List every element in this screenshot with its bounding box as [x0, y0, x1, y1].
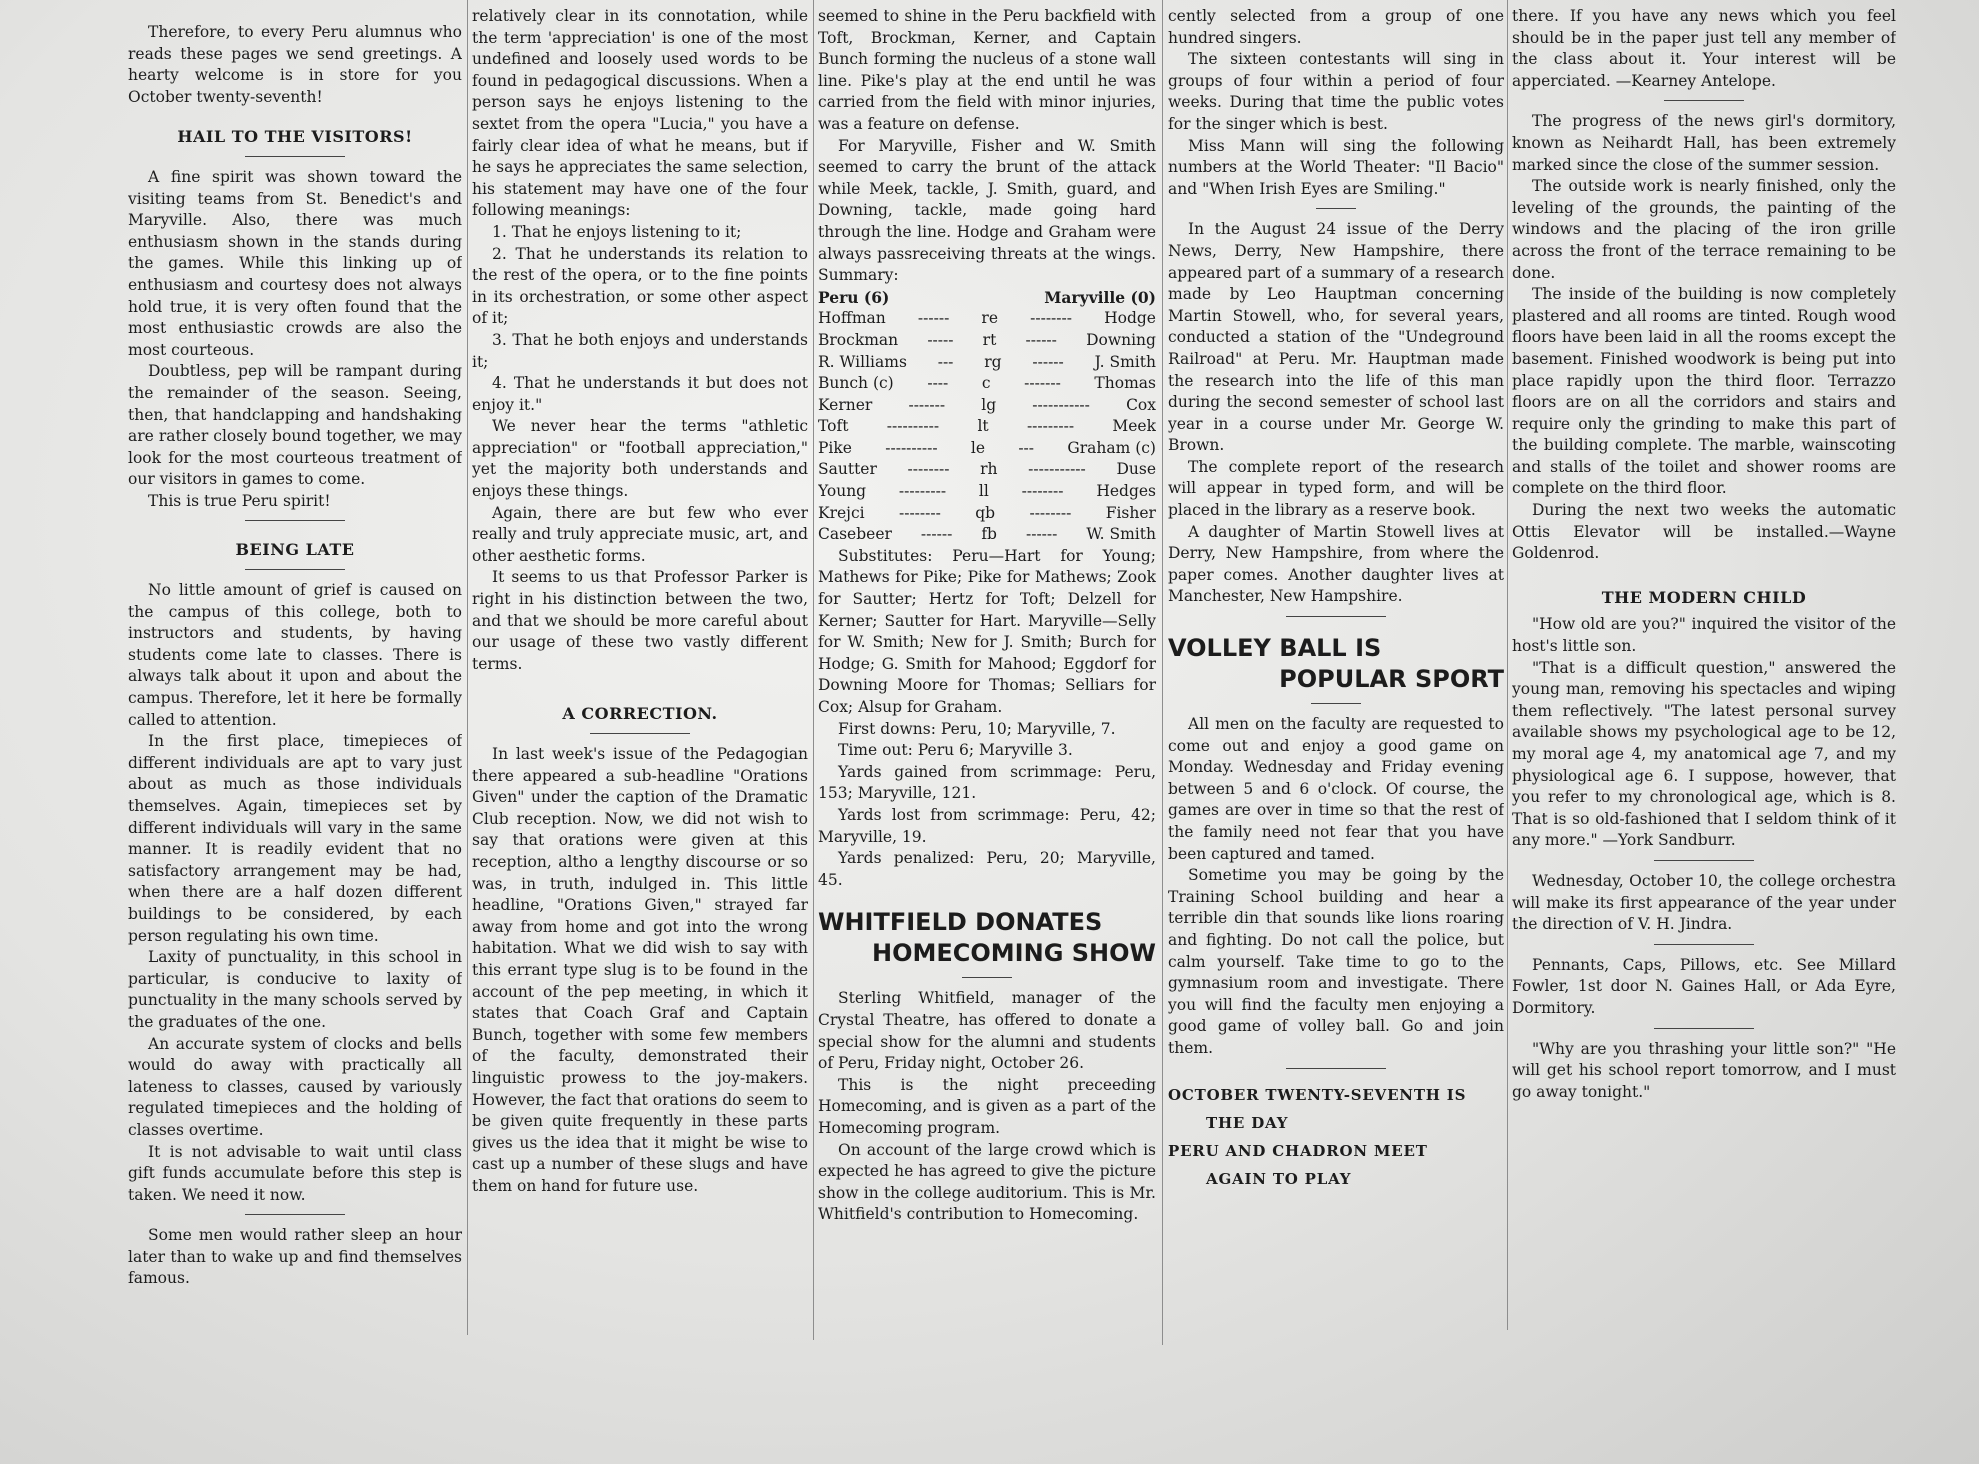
lineup-rows: [818, 308, 1156, 546]
paragraph: The progress of the news girl's dormitory, known as Neihardt Hall, has been extremely marked since the close of the summer session.: [1512, 112, 1896, 174]
leader-dashes: -----------: [1032, 395, 1090, 414]
divider: [245, 520, 345, 521]
peru-player: Pike: [818, 438, 852, 457]
paragraph: cently selected from a group of one hundred singers.: [1168, 7, 1504, 47]
headline-volley-ball: [1168, 633, 1504, 695]
paragraph: The sixteen contestants will sing in groups of four within a period of four weeks. During that time the public votes for the singer which is best.: [1168, 50, 1504, 133]
table-header: [818, 287, 1156, 309]
leader-dashes: ------: [1025, 525, 1058, 544]
list-item: 2. That he understands its relation to the rest of the opera, or to the fine points in its orchestration, or some other aspect of it;: [472, 244, 808, 328]
headline-hail-to-the-visitors: HAIL TO THE VISITORS!: [177, 127, 413, 147]
leader-dashes: ------: [1025, 330, 1057, 349]
peru-player: Kerner: [818, 395, 873, 414]
position: rt: [982, 330, 997, 349]
leader-dashes: ----------: [886, 417, 940, 436]
headline-being-late: BEING LATE: [235, 540, 355, 560]
paragraph: For Maryville, Fisher and W. Smith seemed to carry the brunt of the attack while Meek, tackle, J. Smith, guard, and Downing, tackle, made going hard through the line. Hodge and Graham were always passreceiving threats at the wings. Summary:: [818, 136, 1156, 285]
leader-dashes: ---: [1018, 438, 1035, 457]
leader-dashes: ------: [1032, 352, 1064, 371]
divider: [1286, 616, 1386, 617]
paragraph: An accurate system of clocks and bells would do away with practically all lateness to classes, caused by variously regulated timepieces and the holding of classes overtime.: [128, 1034, 462, 1139]
maryville-player: J. Smith: [1094, 352, 1156, 371]
paragraph: there. If you have any news which you feel should be in the paper just tell any member of the class about it. Your interest will be apperciated. —Kearney Antelope.: [1512, 7, 1896, 90]
paragraph: "How old are you?" inquired the visitor of the host's little son.: [1512, 615, 1896, 656]
peru-player: Young: [818, 482, 867, 501]
maryville-player: Downing: [1086, 330, 1156, 349]
paragraph: Sterling Whitfield, manager of the Crystal Theatre, has offered to donate a special show for the alumni and students of Peru, Friday night, October 26.: [818, 989, 1156, 1073]
divider: [1316, 208, 1356, 209]
maryville-player: Graham (c): [1067, 438, 1156, 457]
position: lt: [977, 417, 989, 436]
position: le: [970, 438, 986, 457]
list-item: 1. That he enjoys listening to it;: [492, 222, 742, 241]
paragraph: Substitutes: Peru—Hart for Young; Mathews for Pike; Pike for Mathews; Zook for Sautter; Hertz for Toft; Delzell for Kerner; Sautter for Hart. Maryville—Selly for W. Smith; New for J. Smith; Burch for Hodge; G. Smith for Mahood; Eggdorf for Downing Moore for Thomas; Selliars for Cox; Alsup for Graham.: [818, 546, 1156, 716]
headline-the-modern-child: THE MODERN CHILD: [1601, 587, 1807, 607]
paragraph: No little amount of grief is caused on the campus of this college, both to instructors and students, by having students come late to classes. There is always talk about it upon and about the campus. Therefore, let it here be formally called to attention.: [128, 581, 462, 729]
position: re: [981, 309, 999, 328]
column-rule: [1507, 0, 1508, 1330]
paragraph: A fine spirit was shown toward the visiting teams from St. Benedict's and Maryville. Also, there was much enthusiasm shown in the stands during the games. While this linking up of enthusiasm and courtesy does not always hold true, it is very often found that the most enthusiastic crowds are also the most courteous.: [128, 167, 462, 359]
leader-dashes: -------: [908, 395, 946, 414]
position: ll: [978, 482, 989, 501]
leader-dashes: ----: [927, 374, 949, 393]
list-item: 3. That he both enjoys and understands it;: [472, 330, 808, 371]
paragraph: Miss Mann will sing the following numbers at the World Theater: "Il Bacio" and "When Irish Eyes are Smiling.": [1168, 136, 1504, 198]
leader-dashes: ----------: [885, 438, 938, 457]
table-row: [818, 459, 1156, 481]
leader-dashes: --------: [898, 503, 941, 522]
divider: [1654, 944, 1754, 945]
column-2: [472, 6, 808, 1346]
paragraph: Therefore, to every Peru alumnus who reads these pages we send greetings. A hearty welcome is in store for you October twenty-seventh!: [128, 23, 462, 106]
announcement: [1168, 1081, 1504, 1193]
paragraph: Laxity of punctuality, in this school in particular, is conducive to laxity of punctuality in the many schools served by the graduates of the one.: [128, 948, 462, 1031]
leader-dashes: ------: [920, 525, 953, 544]
leader-dashes: --------: [1021, 482, 1064, 501]
paragraph: The outside work is nearly finished, only the leveling of the grounds, the painting of the windows and the placing of the iron grille across the front of the terrace remaining to be done.: [1512, 177, 1896, 282]
divider: [245, 1214, 345, 1215]
table-row: [818, 330, 1156, 352]
paragraph: All men on the faculty are requested to come out and enjoy a good game on Monday. Wednesday and Friday evening between 5 and 6 o'clock. Of course, the games are over in time so that the rest of the family need not fear that you have been captured and tamed.: [1168, 715, 1504, 863]
paragraph: Some men would rather sleep an hour later than to wake up and find themselves famous.: [128, 1226, 462, 1288]
position: fb: [981, 525, 997, 544]
peru-player: Sautter: [818, 460, 877, 479]
headline-line-1: VOLLEY BALL IS: [1168, 634, 1382, 663]
paragraph: relatively clear in its connotation, while the term 'appreciation' is one of the most undefined and loosely used words to be found in pedagogical discussions. When a person says he enjoys listening to the sextet from the opera "Lucia," you have a fairly clear idea of what he means, but if he says he appreciates the same selection, his statement may have one of the four following meanings:: [472, 7, 808, 220]
announcement-line: THE DAY: [1206, 1113, 1289, 1132]
announcement-line: AGAIN TO PLAY: [1206, 1169, 1352, 1188]
peru-player: Brockman: [818, 330, 899, 349]
divider: [590, 733, 690, 734]
column-rule: [467, 0, 468, 1335]
game-summary-table: [818, 287, 1156, 546]
leader-dashes: -----: [927, 330, 954, 349]
position: qb: [975, 503, 996, 522]
leader-dashes: --------: [907, 460, 950, 479]
divider: [245, 156, 345, 157]
table-row: [818, 481, 1156, 503]
paragraph: "Why are you thrashing your little son?" "He will get his school report tomorrow, and I must go away tonight.": [1512, 1039, 1896, 1101]
leader-dashes: ------: [917, 309, 950, 328]
column-rule: [813, 0, 814, 1340]
table-row: [818, 438, 1156, 460]
position: rg: [984, 352, 1002, 371]
paragraph: On account of the large crowd which is expected he has agreed to give the picture show in the college auditorium. This is Mr. Whitfield's contribution to Homecoming.: [818, 1140, 1156, 1224]
column-5: [1512, 6, 1896, 1356]
position: lg: [981, 395, 997, 414]
paragraph: The inside of the building is now completely plastered and all rooms are tinted. Rough wood floors have been laid in all the rooms except the basement. Finished woodwork is being put into place rapidly upon the third floor. Terrazzo floors are on all the corridors and stairs and require only the grinding to make this part of the building complete. The marble, wainscoting and stalls of the toilet and shower rooms are complete on the third floor.: [1512, 285, 1896, 498]
maryville-player: Hedges: [1096, 482, 1156, 501]
paragraph: It seems to us that Professor Parker is right in his distinction between the two, and that we should be more careful about our usage of these two vastly different terms.: [472, 568, 808, 673]
divider: [1654, 860, 1754, 861]
maryville-player: W. Smith: [1086, 525, 1156, 544]
leader-dashes: -----------: [1028, 460, 1086, 479]
paragraph: Pennants, Caps, Pillows, etc. See Millard Fowler, 1st door N. Gaines Hall, or Ada Eyre, Dormitory.: [1512, 955, 1896, 1017]
paragraph: We never hear the terms "athletic appreciation" or "football appreciation," yet the majority both understands and enjoys these things.: [472, 417, 808, 501]
paragraph: During the next two weeks the automatic Ottis Elevator will be installed.—Wayne Goldenrod.: [1512, 501, 1896, 563]
maryville-player: Hodge: [1104, 309, 1156, 328]
column-4: [1168, 6, 1504, 1346]
paragraph: Yards penalized: Peru, 20; Maryville, 45.: [818, 849, 1156, 889]
position: rh: [980, 460, 998, 479]
paragraph: "That is a difficult question," answered the young man, removing his spectacles and wiping them reflectively. "The latest personal survey available shows my psychological age to be 12, my moral age 4, my anatomical age 7, and my physiological age 6. I suppose, however, that you refer to my chronological age, which is 8. That is so old-fashioned that I seldom think of it any more." —York Sandburr.: [1512, 658, 1896, 850]
maryville-player: Meek: [1112, 417, 1156, 436]
paragraph: Yards gained from scrimmage: Peru, 153; Maryville, 121.: [818, 762, 1156, 803]
maryville-player: Fisher: [1105, 503, 1156, 522]
column-3: [818, 6, 1156, 1346]
announcement-line: OCTOBER TWENTY-SEVENTH IS: [1168, 1085, 1467, 1104]
paragraph: seemed to shine in the Peru backfield with Toft, Brockman, Kerner, and Captain Bunch forming the nucleus of a stone wall line. Pike's play at the end until he was carried from the field with minor injuries, was a feature on defense.: [818, 7, 1156, 133]
leader-dashes: --------: [1030, 309, 1073, 328]
peru-player: Casebeer: [818, 525, 892, 544]
position: c: [981, 374, 991, 393]
maryville-player: Cox: [1126, 395, 1156, 414]
table-row: [818, 416, 1156, 438]
paragraph: In the August 24 issue of the Derry News, Derry, New Hampshire, there appeared part of a summary of a research made by Leo Hauptman concerning Martin Stowell, who, for several years, conducted a station of the "Undeground Railroad" at Peru. Mr. Hauptman made the research into the life of this man during the second semester of school last year in a course under Mr. George W. Brown.: [1168, 220, 1504, 455]
table-row: [818, 395, 1156, 417]
leader-dashes: ---------: [898, 482, 947, 501]
paragraph: First downs: Peru, 10; Maryville, 7.: [838, 719, 1116, 738]
table-row: [818, 503, 1156, 525]
team-maryville: Maryville (0): [1044, 287, 1156, 307]
peru-player: Toft: [818, 417, 849, 436]
peru-player: Bunch (c): [818, 374, 894, 393]
table-row: [818, 308, 1156, 330]
paragraph: Time out: Peru 6; Maryville 3.: [838, 741, 1073, 760]
paragraph: In the first place, timepieces of different individuals are apt to vary just about as much as those individuals themselves. Again, timepieces set by different individuals will vary in the same manner. It is readily evident that no satisfactory arrangement may be had, when there are a half dozen different buildings to be considered, by each person regulating his own time.: [128, 732, 462, 945]
divider: [1664, 100, 1744, 101]
paragraph: Again, there are but few who ever really and truly appreciate music, art, and other aesthetic forms.: [472, 503, 808, 565]
paragraph: It is not advisable to wait until class gift funds accumulate before this step is taken. We need it now.: [128, 1142, 462, 1204]
paragraph: Doubtless, pep will be rampant during the remainder of the season. Seeing, then, that handclapping and handshaking are rather closely bound together, we may look for the most courteous treatment of our visitors in games to come.: [128, 362, 462, 489]
peru-player: Krejci: [818, 503, 865, 522]
paragraph: A daughter of Martin Stowell lives at Derry, New Hampshire, from where the paper comes. Another daughter lives at Manchester, New Hampshire.: [1168, 522, 1504, 606]
headline-line-2: HOMECOMING SHOW: [872, 939, 1156, 968]
divider: [1286, 1068, 1386, 1069]
maryville-player: Thomas: [1094, 374, 1156, 393]
maryville-player: Duse: [1116, 460, 1156, 479]
paragraph: The complete report of the research will appear in typed form, and will be placed in the library as a reserve book.: [1168, 457, 1504, 520]
leader-dashes: ---: [937, 352, 954, 371]
paragraph: Yards lost from scrimmage: Peru, 42; Maryville, 19.: [818, 805, 1156, 846]
leader-dashes: -------: [1024, 374, 1061, 393]
headline-line-1: WHITFIELD DONATES: [818, 908, 1103, 937]
paragraph: Sometime you may be going by the Training School building and hear a terrible din that sounds like lions roaring and fighting. Do not call the police, but calm yourself. Take time to go to the gymnasium room and investigate. There you will find the faculty men enjoying a good game of volley ball. Go and join them.: [1168, 866, 1504, 1057]
headline-whitfield-donates: [818, 907, 1156, 969]
peru-player: R. Williams: [818, 352, 907, 371]
peru-player: Hoffman: [818, 309, 886, 328]
headline-line-2: POPULAR SPORT: [1279, 665, 1504, 694]
column-rule: [1162, 0, 1163, 1345]
list-item: 4. That he understands it but does not enjoy it.": [472, 374, 808, 414]
headline-a-correction: A CORRECTION.: [562, 704, 718, 724]
table-row: [818, 524, 1156, 546]
paragraph: This is true Peru spirit!: [148, 491, 331, 510]
paragraph: Wednesday, October 10, the college orchestra will make its first appearance of the year under the direction of V. H. Jindra.: [1512, 871, 1896, 934]
divider: [1654, 1028, 1754, 1029]
divider: [962, 977, 1012, 978]
announcement-line: PERU AND CHADRON MEET: [1168, 1141, 1428, 1160]
paragraph: In last week's issue of the Pedagogian there appeared a sub-headline "Orations Given" under the caption of the Dramatic Club reception. Now, we did not wish to say that orations were given at this reception, altho a lengthy discourse or so was, in truth, indulged in. This little headline, "Orations Given," strayed far away from home and got into the wrong habitation. What we did wish to say with this errant type slug is to be found in the account of the pep meeting, in which it states that Coach Graf and Captain Bunch, together with some few members of the faculty, demonstrated their linguistic prowess to the joy-makers. However, the fact that orations do seem to be given quite frequently in these parts gives us the idea that it might be wise to cast up a number of these slugs and have them on hand for future use.: [472, 745, 808, 1195]
divider: [1311, 703, 1361, 704]
table-row: [818, 352, 1156, 374]
leader-dashes: ---------: [1026, 417, 1075, 436]
divider: [245, 569, 345, 570]
column-1: [128, 6, 462, 1336]
table-row: [818, 373, 1156, 395]
leader-dashes: --------: [1029, 503, 1072, 522]
team-peru: Peru (6): [818, 287, 890, 307]
paragraph: This is the night preceeding Homecoming, and is given as a part of the Homecoming program.: [818, 1075, 1156, 1137]
